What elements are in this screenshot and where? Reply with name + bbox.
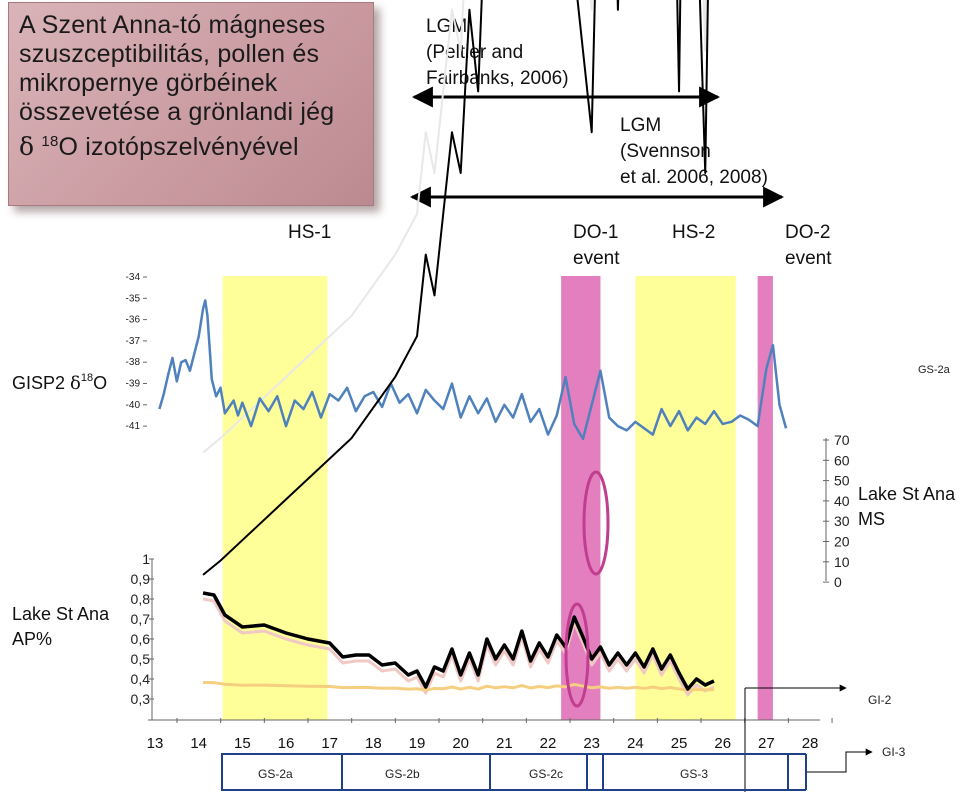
stadial-label: GS-2c	[529, 767, 564, 781]
do2-label: event	[785, 248, 832, 269]
svg-text:GISP2 δ18O: GISP2 $\delta^{18}O$	[12, 372, 108, 394]
svg-text:Lake St Ana: Lake St Ana	[12, 604, 110, 624]
x-tick-label: 26	[714, 735, 732, 752]
ms-tick-label: 30	[834, 513, 850, 530]
do1-label: DO-1	[573, 222, 619, 243]
ap-tick-label: 1	[142, 551, 150, 567]
title-line: összevetése a grönlandi jég	[19, 98, 335, 126]
ap-axis-label	[12, 604, 110, 649]
title-line-rest: O izotópszelvényével	[58, 133, 299, 161]
svg-text:AP%: AP%	[12, 629, 53, 649]
gisp2-tick-label: -34	[125, 272, 140, 283]
gisp2-tick-label: -36	[125, 314, 140, 326]
gisp2-tick-label: -35	[125, 293, 140, 305]
x-tick-label: 22	[539, 735, 557, 752]
band-do-2	[758, 276, 773, 720]
ms-tick-label: 70	[834, 432, 850, 448]
event-labels	[288, 222, 832, 269]
svg-text:Lake St Ana: Lake St Ana	[858, 484, 956, 504]
stadial-bar	[222, 754, 806, 790]
ms-tick-label: 10	[834, 553, 850, 570]
gs2a-top-label: GS-2a	[918, 364, 950, 376]
ap-tick-label: 0,3	[130, 691, 150, 707]
x-tick-label: 16	[277, 735, 295, 752]
ap-tick-label: 0,5	[130, 651, 150, 667]
stadial-label: GS-3	[680, 767, 709, 781]
ms-tick-label: 50	[834, 472, 850, 489]
x-tick-label: 21	[496, 735, 513, 752]
lgm-ref: (Peltier and	[426, 42, 524, 63]
ms-tick-label: 60	[834, 452, 850, 469]
lgm-ref: Fairbanks, 2006)	[426, 68, 569, 89]
lgm-ref: (Svennson	[620, 141, 711, 162]
stadial-label: GS-2b	[385, 767, 420, 781]
title-line: mikropernye görbéinek	[19, 69, 278, 97]
gi3-label: GI-3	[882, 745, 906, 759]
ap-tick-label: 0,6	[130, 631, 150, 647]
x-tick-label: 24	[627, 735, 644, 752]
ap-tick-label: 0,4	[130, 671, 150, 687]
hs2-label: HS-2	[672, 222, 716, 243]
lgm-ref: et al. 2006, 2008)	[620, 167, 768, 188]
stadial-labels	[258, 767, 708, 781]
ap-tick-label: 0,8	[130, 591, 150, 607]
ap-tick-label: 0,7	[130, 611, 150, 627]
x-tick-label: 18	[365, 735, 382, 752]
x-tick-label: 25	[670, 735, 688, 752]
do2-label: DO-2	[785, 222, 831, 243]
x-tick-label: 14	[190, 735, 208, 752]
lgm-annotation-peltier	[414, 16, 718, 97]
stadial-label: GS-2a	[258, 767, 293, 781]
title-line: szuszceptibilitás, pollen és	[19, 40, 320, 68]
gisp2-tick-label: -41	[125, 421, 140, 433]
superscript: 18	[41, 133, 59, 150]
ms-axis-label	[858, 484, 956, 529]
ap-tick-label: 0,9	[130, 571, 150, 587]
ms-tick-label: 40	[834, 492, 850, 509]
gisp2-tick-label: -39	[125, 378, 140, 390]
gisp2-axis-label	[12, 372, 107, 394]
gisp2-tick-label: -38	[125, 357, 140, 369]
x-tick-label: 20	[452, 735, 470, 752]
title-line: A Szent Anna-tó mágneses	[19, 11, 326, 39]
gi3-arrow	[806, 752, 872, 772]
svg-text:MS: MS	[858, 509, 885, 529]
x-tick-label: 13	[146, 735, 164, 752]
x-tick-label: 23	[583, 735, 601, 752]
x-tick-label: 19	[408, 735, 426, 752]
x-tick-label: 15	[233, 735, 251, 752]
lgm-annotation-svensson	[412, 115, 782, 197]
hs1-label: HS-1	[288, 222, 332, 243]
gi2-label: GI-2	[868, 693, 892, 707]
gisp2-tick-label: -37	[125, 335, 140, 347]
gisp2-tick-label: -40	[125, 399, 140, 411]
x-tick-label: 28	[801, 735, 819, 752]
band-hs-1	[223, 276, 328, 720]
x-tick-label: 17	[321, 735, 339, 752]
delta-symbol: δ	[19, 132, 35, 161]
ms-tick-label: 20	[834, 533, 850, 550]
do1-label: event	[573, 248, 620, 269]
x-tick-label: 27	[758, 735, 775, 752]
lgm-label: LGM	[426, 16, 468, 37]
lgm-label: LGM	[620, 115, 662, 136]
ms-tick-label: 0	[834, 574, 842, 591]
